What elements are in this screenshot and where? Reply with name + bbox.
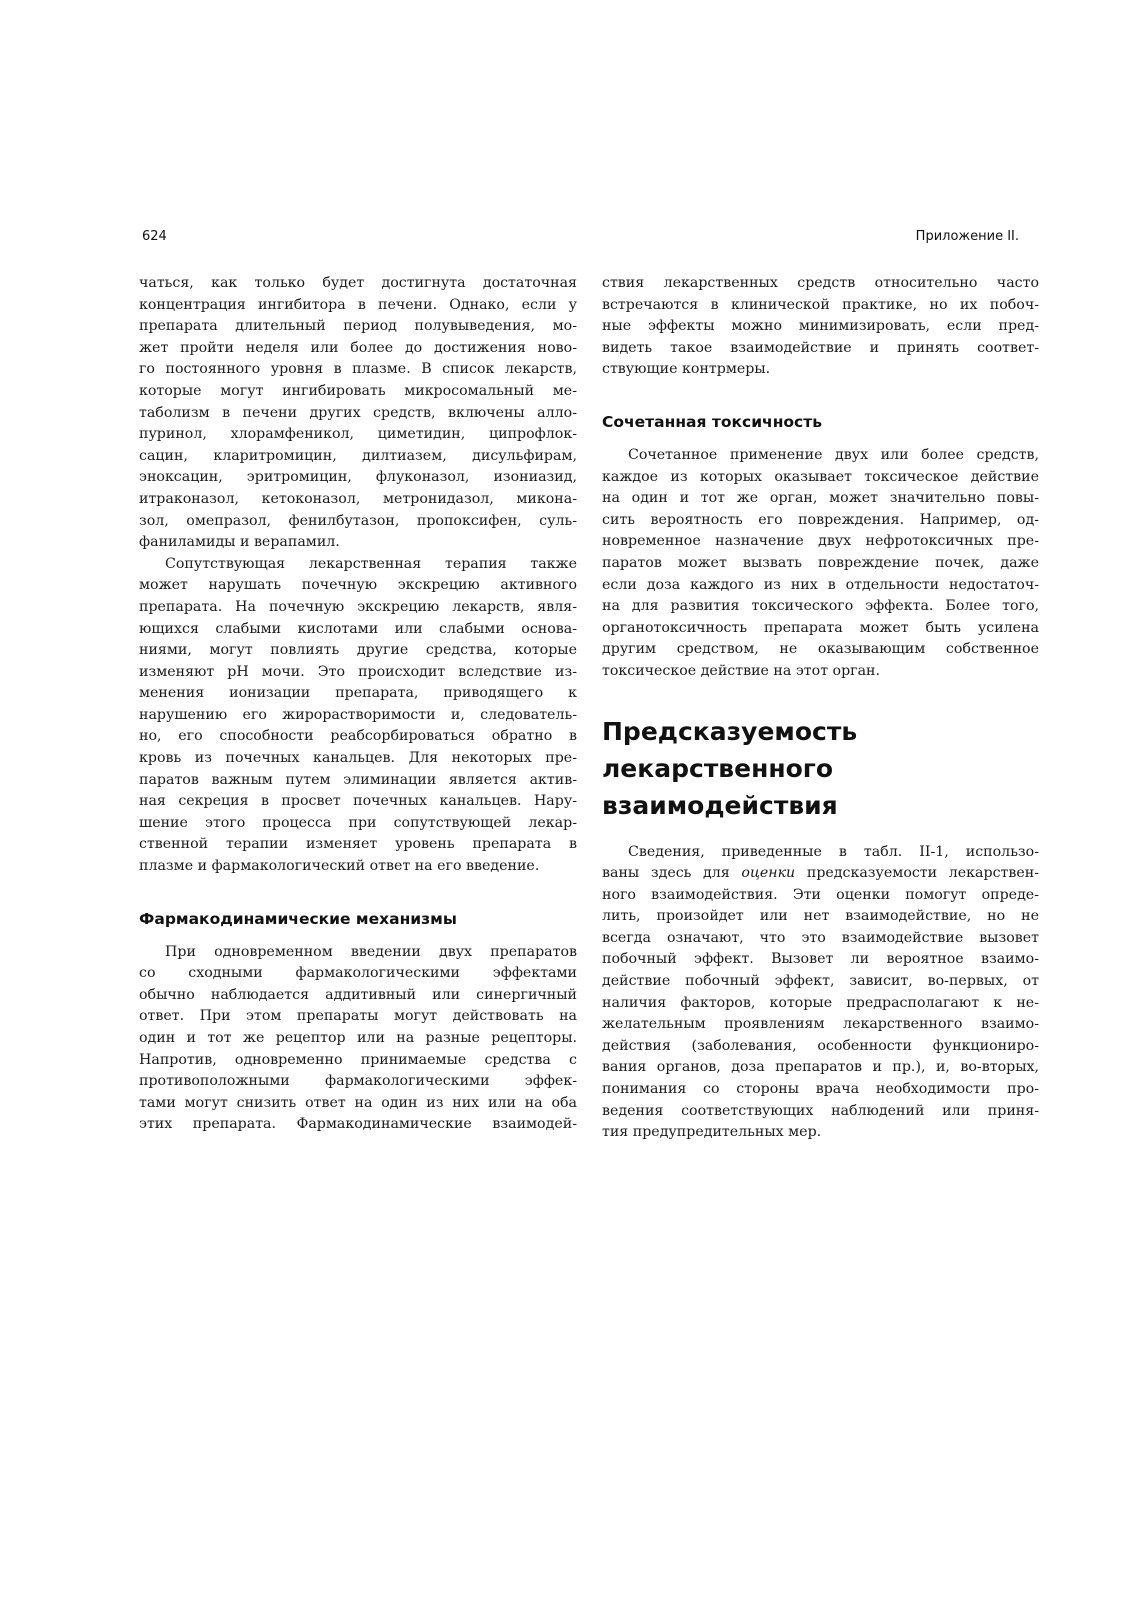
text-line: ные эффекты можно минимизировать, если пред-	[602, 318, 1039, 335]
text-line: Сопутствующая лекарственная терапия также	[165, 555, 577, 572]
text-line: эноксацин, эритромицин, флуконазол, изониазид,	[139, 469, 577, 486]
text-line: жет пройти неделя или более до достижения ново-	[139, 339, 577, 356]
text-line: может нарушать почечную экскрецию активного	[139, 577, 577, 594]
text-line: ниями, могут повлиять другие средства, которые	[139, 642, 577, 659]
text-line: тия предупредительных мер.	[602, 1124, 822, 1141]
paragraph-inhibitors	[139, 273, 577, 554]
paragraph-combined-toxicity	[602, 445, 1039, 683]
paragraph-predictability	[602, 842, 1039, 1144]
text-line: менения ионизации препарата, приводящего к	[139, 685, 577, 702]
text-line: понимания со стороны врача необходимости про-	[602, 1081, 1039, 1098]
text-line: шение этого процесса при сопутствующей лекар-	[139, 814, 577, 831]
text-line: сить вероятность его повреждения. Например, од-	[602, 511, 1039, 528]
text-line: зол, омепразол, фенилбутазон, пропоксифен, суль-	[139, 512, 577, 529]
text-line: пуринол, хлорамфеникол, циметидин, ципрофлок-	[139, 426, 577, 443]
text-line: которые могут ингибировать микросомальный ме-	[139, 382, 577, 399]
paragraph-renal-excretion	[139, 554, 577, 878]
paragraph-countermeasures	[602, 273, 1039, 381]
text-line: действие побочный эффект, зависит, во-первых, от	[602, 973, 1039, 990]
heading-predictability	[602, 713, 1039, 824]
text-line: плазме и фармакологический ответ на его введение.	[139, 858, 540, 875]
text-line: Напротив, одновременно принимаемые средства с	[139, 1051, 577, 1068]
text-line: обычно наблюдается аддитивный или синергичный	[139, 986, 577, 1003]
text-line: ного взаимодействия. Эти оценки помогут опреде-	[602, 886, 1039, 903]
running-header: Приложение II.	[915, 229, 1019, 244]
text-line: тами могут снизить ответ на один из них или на оба	[139, 1094, 577, 1111]
text-line: паратов может вызвать повреждение почек, даже	[602, 554, 1039, 571]
text-line: лить, произойдет или нет взаимодействие, но не	[602, 908, 1039, 925]
text-line: препарата. На почечную экскрецию лекарств, явля-	[139, 598, 577, 615]
text-line: препарата длительный период полувыведения, мо-	[139, 318, 577, 335]
text-line: нарушению его жирорастворимости и, следователь-	[139, 706, 577, 723]
text-line: один и тот же рецептор или на разные рецепторы.	[139, 1030, 577, 1046]
text-line: Сведения, приведенные в табл. II-1, использо-	[628, 843, 1039, 860]
page-number: 624	[142, 229, 167, 244]
text-line: сацин, кларитромицин, дилтиазем, дисульфирам,	[139, 447, 577, 464]
text-line: таболизм в печени других средств, включены алло-	[139, 404, 577, 421]
text-line: итраконазол, кетоконазол, метронидазол, миконa-	[139, 490, 577, 507]
text-line: ная секреция в просвет почечных канальцев. Нару-	[139, 793, 577, 810]
text-line: вания органов, доза препаратов и пр.), и, во-вторых,	[602, 1059, 1039, 1076]
text-line: фаниламиды и верапамил.	[139, 534, 340, 551]
text-line: желательным проявлениям лекарственного взаимо-	[602, 1016, 1039, 1033]
right-column	[602, 273, 1039, 1144]
heading-predictability-line: лекарственного	[602, 753, 834, 783]
text-line: При одновременном введении двух препаратов	[165, 943, 577, 960]
text-line: органотоксичность препарата может быть усилена	[602, 619, 1039, 636]
text-line: паратов важным путем элиминации является актив-	[139, 771, 577, 788]
text-line: со сходными фармакологическими эффектами	[139, 965, 577, 982]
text-line: Сочетанное применение двух или более средств,	[628, 446, 1039, 463]
text-line: на один и тот же орган, может значительно повы-	[602, 490, 1039, 507]
text-line: видеть такое взаимодействие и принять соответ-	[602, 339, 1039, 356]
text-line: встречаются в клинической практике, но их побоч-	[602, 296, 1039, 313]
left-column	[139, 273, 577, 1136]
text-line: чаться, как только будет достигнута достаточная	[139, 275, 577, 291]
heading-pharmacodynamic-mechanisms: Фармакодинамические механизмы	[139, 909, 457, 928]
paragraph-pharmacodynamic	[139, 942, 577, 1136]
text-line: другим средством, не оказывающим собственное	[602, 641, 1039, 658]
text-line: концентрация ингибитора в печени. Однако, если у	[139, 296, 577, 313]
heading-combined-toxicity: Сочетанная токсичность	[602, 412, 823, 431]
text-line: но, его способности реабсорбироваться обратно в	[139, 728, 577, 745]
text-line: противоположными фармакологическими эффек-	[139, 1073, 577, 1090]
text-line: ствующие контрмеры.	[602, 361, 771, 378]
text-line: этих препарата. Фармакодинамические взаимодей-	[139, 1116, 577, 1133]
emphasized-term: оценки	[741, 865, 796, 882]
text-line: ведения соответствующих наблюдений или приня-	[602, 1102, 1039, 1119]
text-line: токсическое действие на этот орган.	[602, 662, 881, 679]
text-line: изменяют рН мочи. Это происходит вследствие из-	[139, 663, 577, 680]
text-line: действия (заболевания, особенности функциониро-	[602, 1037, 1039, 1054]
text-line: ственной терапии изменяет уровень препарата в	[139, 836, 577, 853]
text-line: каждое из которых оказывает токсическое действие	[602, 468, 1039, 485]
text-line: ответ. При этом препараты могут действовать на	[139, 1008, 577, 1025]
text-line: всегда означают, что это взаимодействие вызовет	[602, 929, 1039, 946]
heading-predictability-line: взаимодействия	[602, 790, 838, 820]
text-line: го постоянного уровня в плазме. В список лекарств,	[139, 361, 577, 378]
heading-predictability-line: Предсказуемость	[602, 716, 858, 746]
text-line: ваны здесь для оценки предсказуемости лекарствен-	[602, 865, 1039, 882]
text-line: побочный эффект. Вызовет ли вероятное взаимо-	[602, 951, 1039, 968]
text-line: наличия факторов, которые предрасполагают к не-	[602, 994, 1039, 1011]
text-line: новременное назначение двух нефротоксичных пре-	[602, 533, 1039, 550]
text-line: на для развития токсического эффекта. Более того,	[602, 598, 1039, 615]
text-line: ющихся слабыми кислотами или слабыми основа-	[139, 620, 577, 637]
text-line: кровь из почечных канальцев. Для некоторых пре-	[139, 750, 577, 767]
text-line: ствия лекарственных средств относительно часто	[602, 275, 1039, 291]
text-line: если доза каждого из них в отдельности недостаточ-	[602, 576, 1039, 593]
